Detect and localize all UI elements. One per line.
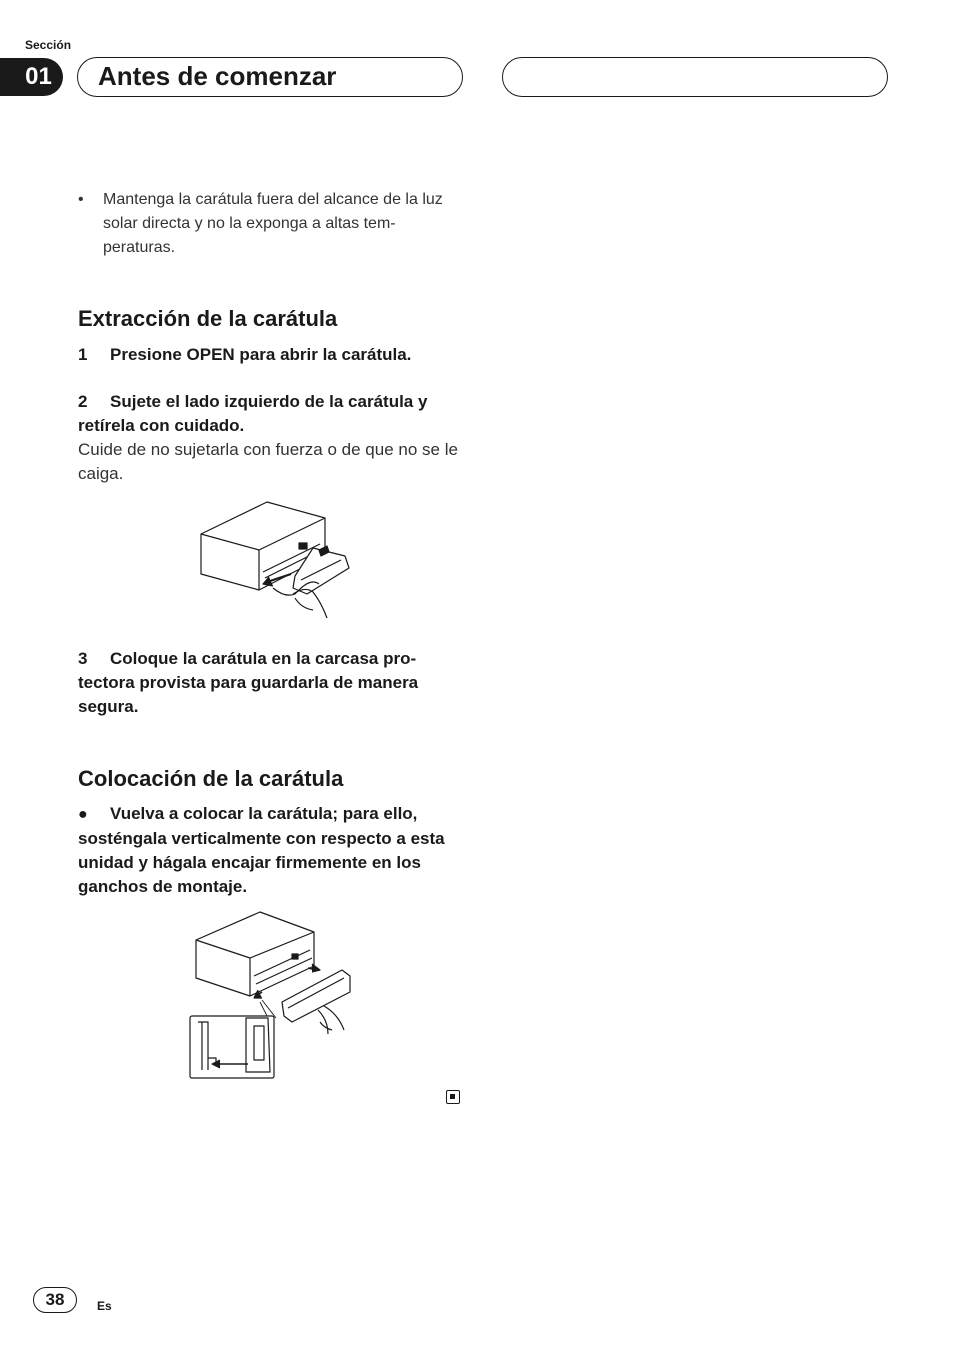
removal-step-2 [78,390,468,438]
step-text: Presione OPEN para abrir la carátula. [110,345,412,364]
page-number: 38 [33,1287,77,1313]
step-number: 3 [78,649,88,668]
step-text: Coloque la carátula en la carcasa pro-tectora provista para guardarla de manera segura. [78,649,419,716]
header-blank-pill [502,57,888,97]
section-number-badge: 01 [0,58,63,96]
removal-step-2-note: Cuide de no sujetarla con fuerza o de que no se le caiga. [78,440,458,483]
bullet-marker: • [78,191,84,208]
language-code: Es [97,1299,112,1313]
intro-bullet [78,188,458,260]
bullet-marker: ● [78,806,88,823]
attach-bullet [78,802,458,899]
step-number: 2 [78,392,88,411]
end-of-section-icon [446,1090,460,1104]
attach-heading: Colocación de la carátula [78,766,344,791]
removal-illustration [195,498,360,623]
removal-step-1 [78,343,468,367]
removal-step-3 [78,647,468,719]
step-number: 1 [78,345,88,364]
section-label: Sección [25,38,72,52]
page-title: Antes de comenzar [77,57,463,97]
step-text: Sujete el lado izquierdo de la carátula y retírela con cuidado. [78,392,428,435]
intro-bullet-text: Mantenga la carátula fuera del alcance de la luz solar directa y no la exponga a altas tem-peraturas. [103,191,443,256]
removal-heading: Extracción de la carátula [78,306,338,331]
attach-illustration [188,910,356,1082]
attach-bullet-text: Vuelva a colocar la carátula; para ello, sosténgala verticalmente con respecto a esta unidad y hágala encajar firmemente en los ganchos de montaje. [78,804,445,896]
